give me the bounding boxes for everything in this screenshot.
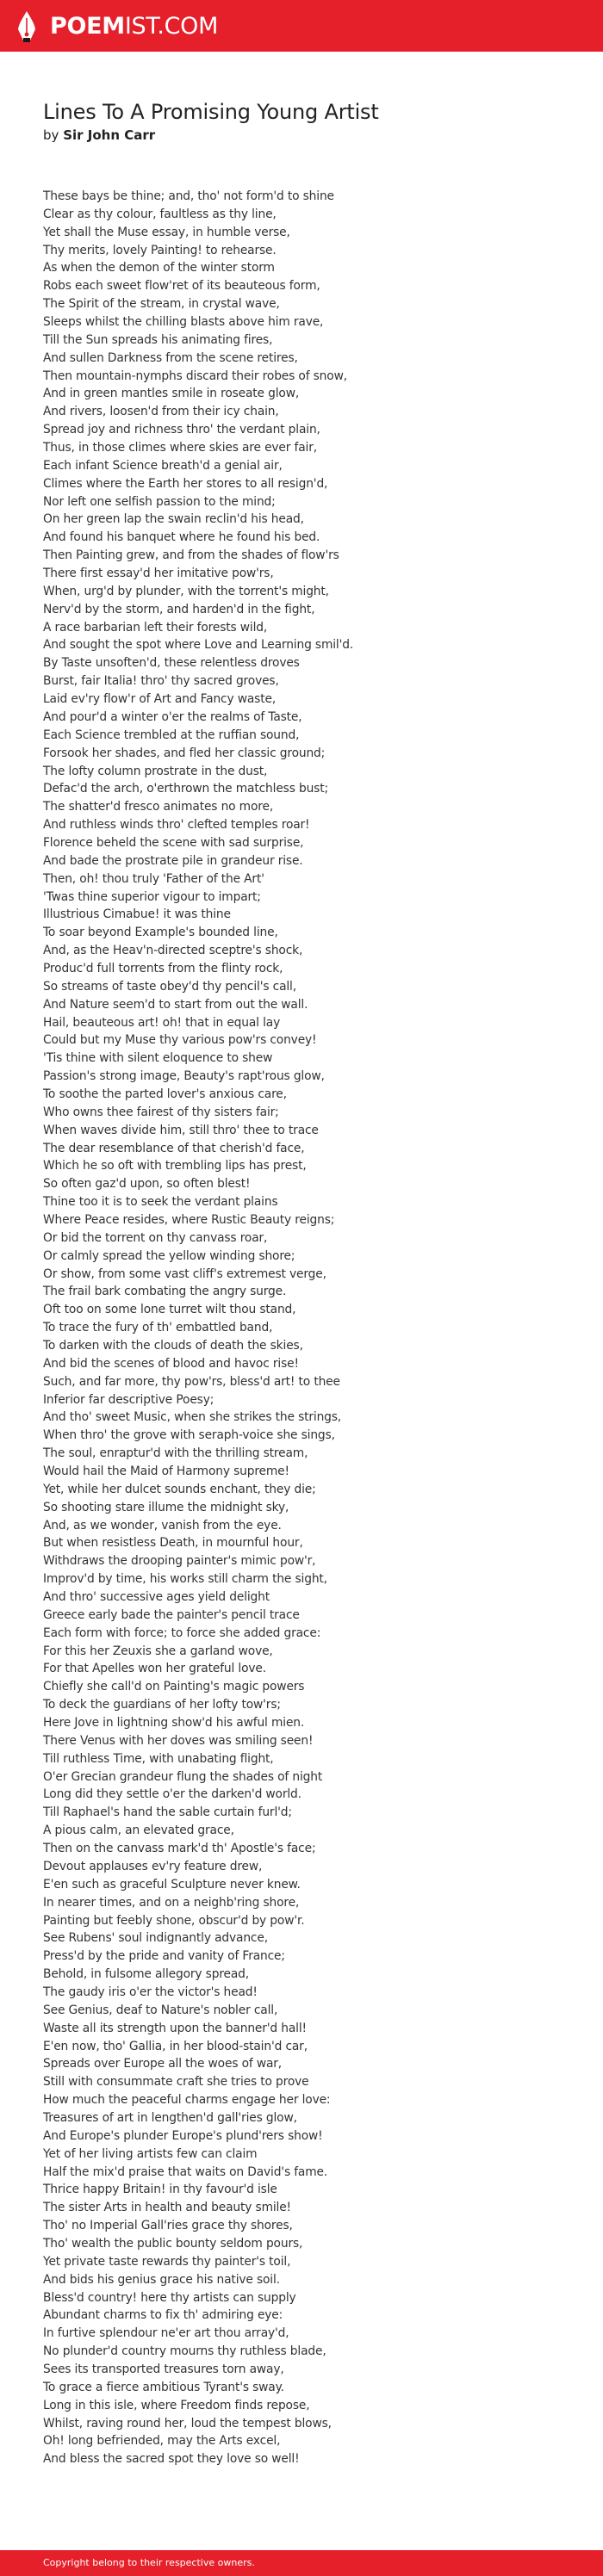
poem-line: There Venus with her doves was smiling seen! [43,1733,314,1748]
poem-line: The lofty column prostrate in the dust, [43,764,268,778]
poem-line: And found his banquet where he found his bed. [43,530,320,545]
poem-line: Inferior far descriptive Poesy; [43,1392,214,1407]
poem-line: And rivers, loosen'd from their icy chain, [43,405,279,419]
poem-line: When thro' the grove with seraph-voice she sings, [43,1428,335,1443]
poem-line: Till ruthless Time, with unabating flight, [43,1751,274,1766]
poem-line: Withdraws the drooping painter's mimic pow'r, [43,1554,316,1569]
brand-light: IST.COM [124,13,219,40]
poem-body [43,188,560,2468]
poem-line: Devout applauses ev'ry feature drew, [43,1859,263,1873]
poem-line: In nearer times, and on a neighb'ring shore, [43,1895,300,1910]
poem-line: Spread joy and richness thro' the verdant plain, [43,423,320,437]
poem-line: Forsook her shades, and fled her classic ground; [43,746,326,760]
poem-line: Who owns thee fairest of thy sisters fair; [43,1105,279,1119]
poem-line: The gaudy iris o'er the victor's head! [43,1985,258,1999]
poem-line: Then mountain-nymphs discard their robes of snow, [43,368,347,383]
poem-line: And Europe's plunder Europe's plund'rers show! [43,2128,323,2143]
poem-line: Robs each sweet flow'ret of its beauteous form, [43,279,320,294]
poem-line: Painting but feebly shone, obscur'd by pow'r. [43,1913,305,1928]
poem-line: 'Twas thine superior vigour to impart; [43,889,261,904]
poem-line: So shooting stare illume the midnight sky, [43,1500,289,1514]
poem-line: To darken with the clouds of death the skies, [43,1339,303,1353]
poem-line: Hail, beauteous art! oh! that in equal lay [43,1015,281,1030]
poem-line: Or show, from some vast cliff's extremest verge, [43,1266,326,1281]
poem-line: Clear as thy colour, faultless as thy line, [43,207,277,221]
poem-line: Long in this isle, where Freedom finds repose, [43,2398,310,2412]
poem-line: Sees its transported treasures torn away, [43,2362,284,2376]
poem-byline [43,127,155,143]
poem-line: Tho' no Imperial Gall'ries grace thy shores, [43,2219,293,2233]
poem-line: Nor left one selfish passion to the mind; [43,494,276,509]
poem-line: Each form with force; to force she added grace: [43,1625,321,1640]
poem-line: So streams of taste obey'd thy pencil's call, [43,979,296,994]
poem-line: For this her Zeuxis she a garland wove, [43,1644,273,1658]
poem-line: To deck the guardians of her lofty tow'rs; [43,1698,281,1712]
poem-line: The soul, enraptur'd with the thrilling stream, [43,1446,308,1461]
poem-line: These bays be thine; and, tho' not form'd to shine [43,189,334,203]
poem-line: To trace the fury of th' embattled band, [43,1321,273,1335]
poem-line: Such, and far more, thy pow'rs, bless'd art! to thee [43,1374,340,1389]
poem-line: Oh! long befriended, may the Arts excel, [43,2434,281,2449]
poem-line: And bids his genius grace his native soil. [43,2272,280,2287]
poem-line: Illustrious Cimabue! it was thine [43,907,231,922]
poem-line: Bless'd country! here thy artists can supply [43,2290,296,2305]
poem-line: Thy merits, lovely Painting! to rehearse. [43,243,277,257]
poem-line: And bade the prostrate pile in grandeur rise. [43,853,303,868]
poem-line: There first essay'd her imitative pow'rs, [43,567,274,581]
poem-line: So often gaz'd upon, so often blest! [43,1177,251,1192]
poem-line: Spreads over Europe all the woes of war, [43,2057,283,2071]
poem-line: O'er Grecian grandeur flung the shades of night [43,1769,323,1784]
poem-line: And, as we wonder, vanish from the eye. [43,1518,282,1533]
poem-line: Then, oh! thou truly 'Father of the Art' [43,871,264,886]
poem-line: To soothe the parted lover's anxious care, [43,1087,287,1101]
poem-line: Would hail the Maid of Harmony supreme! [43,1464,289,1479]
poem-line: E'en now, tho' Gallia, in her blood-stain'd car, [43,2039,308,2053]
site-footer [0,2550,603,2576]
poem-line: Then on the canvass mark'd th' Apostle's face; [43,1842,316,1856]
poem-line: 'Tis thine with silent eloquence to shew [43,1051,273,1066]
poem-line: Passion's strong image, Beauty's rapt'rous glow, [43,1069,325,1084]
poem-line: The shatter'd fresco animates no more, [43,800,274,814]
poem-line: And in green mantles smile in roseate glow, [43,387,300,401]
poem-title: Lines To A Promising Young Artist [43,100,379,124]
poem-line: Which he so oft with trembling lips has prest, [43,1159,307,1173]
poem-line: Each Science trembled at the ruffian sound, [43,728,300,742]
poem-line: Thine too it is to seek the verdant plains [43,1195,278,1210]
poem-line: Or calmly spread the yellow winding shore; [43,1248,295,1263]
poem-line: Produc'd full torrents from the flinty rock, [43,961,283,975]
poem-line: Till the Sun spreads his animating fires, [43,332,273,347]
poem-line: And ruthless winds thro' clefted temples roar! [43,818,310,833]
poem-line: A race barbarian left their forests wild, [43,620,268,635]
poem-line: Here Jove in lightning show'd his awful mien. [43,1716,305,1731]
poem-line: The Spirit of the stream, in crystal wave, [43,297,280,312]
poem-line: Then Painting grew, and from the shades of flow'rs [43,548,339,563]
poem-line: How much the peaceful charms engage her love: [43,2093,331,2108]
poem-line: Treasures of art in lengthen'd gall'ries glow, [43,2110,297,2125]
poem-line: For that Apelles won her grateful love. [43,1662,266,1676]
poem-line: Laid ev'ry flow'r of Art and Fancy waste, [43,692,277,707]
poem-line: Greece early bade the painter's pencil trace [43,1607,300,1622]
poem-line: See Genius, deaf to Nature's nobler call, [43,2003,278,2017]
poem-line: Oft too on some lone turret wilt thou stand, [43,1303,296,1317]
poem-line: Nerv'd by the storm, and harden'd in the fight, [43,602,315,616]
poem-line: When waves divide him, still thro' thee to trace [43,1123,319,1137]
poem-line: The frail bark combating the angry surge. [43,1285,287,1299]
poem-line: Chiefly she call'd on Painting's magic powers [43,1680,305,1694]
poem-line: As when the demon of the winter storm [43,261,275,276]
poem-line: Yet private taste rewards thy painter's toil, [43,2254,291,2269]
poem-line: See Rubens' soul indignantly advance, [43,1931,268,1946]
poem-line: But when resistless Death, in mournful hour, [43,1536,303,1551]
poem-line: To soar beyond Example's bounded line, [43,926,278,940]
poem-line: Could but my Muse thy various pow'rs convey! [43,1033,317,1048]
poem-line: On her green lap the swain reclin'd his head, [43,512,304,527]
poem-line: Burst, fair Italia! thro' thy sacred groves, [43,674,279,689]
poem-line: To grace a fierce ambitious Tyrant's sway. [43,2380,284,2394]
poem-line: A pious calm, an elevated grace, [43,1824,234,1838]
poem-line: Improv'd by time, his works still charm the sight, [43,1572,327,1587]
site-logo-link[interactable] [16,9,218,44]
site-logo-text[interactable] [50,9,218,44]
site-header [0,0,603,52]
poem-line: Abundant charms to fix th' admiring eye: [43,2308,283,2323]
poem-line: Florence beheld the scene with sad surprise, [43,835,304,850]
poem-line: In furtive splendour ne'er art thou array'd, [43,2326,289,2341]
poem-line: Long did they settle o'er the darken'd world. [43,1787,302,1802]
poem-line: Yet of her living artists few can claim [43,2146,258,2161]
poem-line: When, urg'd by plunder, with the torrent's might, [43,584,329,598]
poem-line: Waste all its strength upon the banner'd hall! [43,2021,307,2035]
poem-line: Half the mix'd praise that waits on David's fame. [43,2164,328,2179]
by-label: by [43,127,59,143]
poem-line: Press'd by the pride and vanity of France; [43,1949,285,1964]
poem-line: And bless the sacred spot they love so well! [43,2452,300,2467]
poem-line: Sleeps whilst the chilling blasts above him rave, [43,315,324,330]
poem-line: Tho' wealth the public bounty seldom pours, [43,2236,303,2251]
poem-line: And sought the spot where Love and Learning smil'd. [43,638,354,653]
poem-line: Thus, in those climes where skies are ever fair, [43,441,317,455]
poem-line: Or bid the torrent on thy canvass roar, [43,1230,268,1245]
poem-line: E'en such as graceful Sculpture never knew. [43,1877,301,1892]
poem-line: No plunder'd country mourns thy ruthless blade, [43,2344,326,2359]
brand-bold: POEM [50,13,125,40]
poem-line: Till Raphael's hand the sable curtain furl'd; [43,1805,292,1820]
poem-line: Climes where the Earth her stores to all resign'd, [43,476,328,491]
copyright-notice: Copyright belong to their respective owners. [43,2557,255,2568]
poem-line: And Nature seem'd to start from out the wall. [43,997,308,1012]
poem-line: And, as the Heav'n-directed sceptre's shock, [43,944,303,958]
poem-line: And bid the scenes of blood and havoc rise! [43,1356,299,1371]
poem-line: By Taste unsoften'd, these relentless droves [43,656,300,671]
poem-line: And pour'd a winter o'er the realms of Taste, [43,709,302,724]
poem-line: The sister Arts in health and beauty smile! [43,2201,291,2215]
poem-line: And tho' sweet Music, when she strikes the strings, [43,1410,342,1425]
poem-line: And sullen Darkness from the scene retires, [43,350,298,365]
poem-line: Whilst, raving round her, loud the tempest blows, [43,2416,332,2430]
poem-line: And thro' successive ages yield delight [43,1590,270,1605]
poem-line: The dear resemblance of that cherish'd face, [43,1141,305,1155]
poem-line: Where Peace resides, where Rustic Beauty reigns; [43,1212,335,1227]
poem-line: Yet shall the Muse essay, in humble verse, [43,225,290,239]
poem-line: Each infant Science breath'd a genial air, [43,458,283,473]
poem-line: Still with consummate craft she tries to prove [43,2075,309,2090]
poem-line: Behold, in fulsome allegory spread, [43,1967,250,1982]
pen-nib-logo-icon [16,9,38,44]
author-link[interactable]: Sir John Carr [63,127,156,143]
poem-line: Yet, while her dulcet sounds enchant, they die; [43,1482,316,1496]
poem-line: Defac'd the arch, o'erthrown the matchless bust; [43,782,328,796]
poem-line: Thrice happy Britain! in thy favour'd isle [43,2183,277,2197]
